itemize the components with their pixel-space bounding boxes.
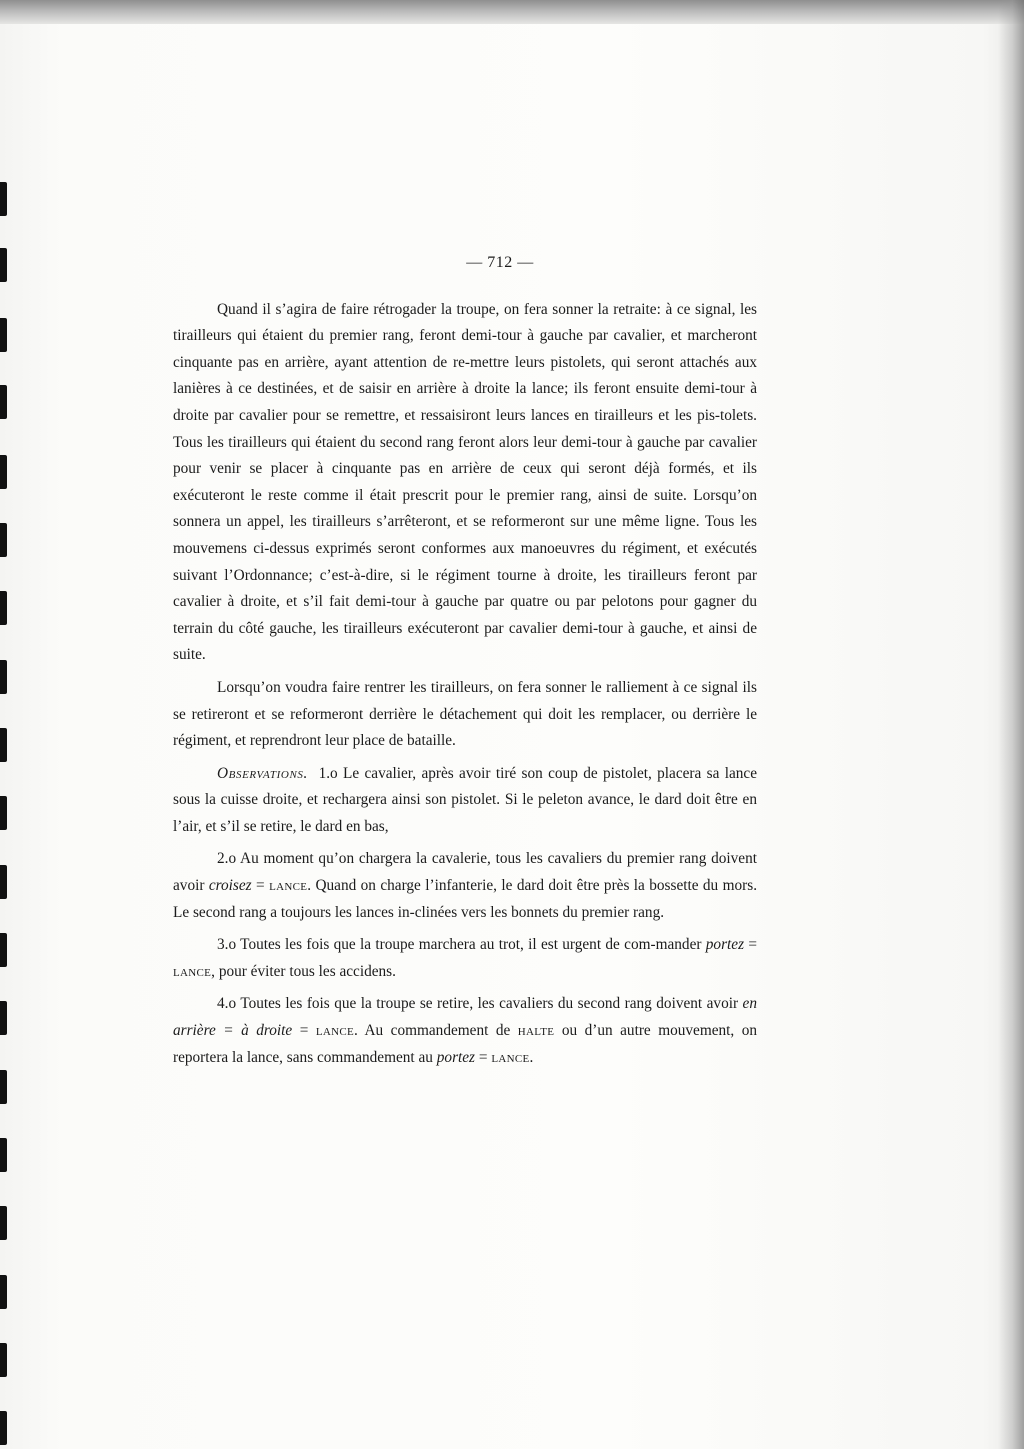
- binding-hole: [0, 1138, 7, 1172]
- equals-sign: =: [299, 1022, 309, 1040]
- observation-3-text-a: 3.o Toutes les fois que la troupe marchera au trot, il est urgent de com-mander: [217, 936, 702, 954]
- command-lance: lance: [315, 1022, 354, 1040]
- observation-4-text-a: 4.o Toutes les fois que la troupe se retire, les cavaliers du second rang doivent avoir: [217, 995, 739, 1013]
- binding-hole: [0, 796, 7, 830]
- scan-top-shadow: [0, 0, 1024, 24]
- observation-2-text-a: 2.o Au moment qu’on chargera la cavalerie, tous les cavaliers du premier rang doivent avoir: [173, 850, 757, 895]
- observation-2-text-b: Quand on charge l’infanterie, le dard doit être près la bossette du mors. Le second rang a toujours les lances in-clinées vers les bonnets du premier rang.: [173, 877, 758, 921]
- binding-hole: [0, 660, 7, 694]
- observations-heading: Observations.: [217, 764, 308, 782]
- binding-hole: [0, 1411, 7, 1445]
- binding-hole: [0, 1343, 7, 1377]
- binding-hole: [0, 933, 7, 967]
- binding-hole: [0, 455, 7, 489]
- command-lance: lance: [491, 1048, 530, 1066]
- binding-hole: [0, 1001, 7, 1035]
- binding-hole: [0, 865, 7, 899]
- equals-sign: =: [748, 936, 757, 954]
- command-en-arriere-a-droite: en arrière = à droite: [173, 995, 757, 1040]
- observation-4-text-c: ou d’un autre mouvement, on reportera la lance, sans commandement au: [173, 1022, 758, 1066]
- observation-4-text-b: Au commandement de: [364, 1022, 511, 1040]
- observation-4: 4.o Toutes les fois que la troupe se retire, les cavaliers du second rang doivent avoir en arrière = à droite = lance. Au commandement de halte ou d’un autre mouvement, on reportera la lance, sans commandement au portez = lance.: [173, 995, 758, 1066]
- command-halte: halte: [517, 1022, 555, 1040]
- page-number: — 712 —: [466, 254, 534, 271]
- paragraph-rally: Lorsqu’on voudra faire rentrer les tirailleurs, on fera sonner le ralliement à ce signal ils se retireront et se reformeront derrière le détachement qui doit les remplacer, ou derrière le régiment, et reprendront leur place de bataille.: [173, 678, 757, 750]
- observation-1-text: 1.o Le cavalier, après avoir tiré son coup de pistolet, placera sa lance sous la cuisse droite, et rechargera ainsi son pistolet. Si le peleton avance, le dard doit être en l’air, et s’il se retire, le dard en bas,: [173, 764, 757, 835]
- binding-hole: [0, 182, 7, 216]
- binding-hole: [0, 248, 7, 282]
- observation-2: 2.o Au moment qu’on chargera la cavalerie, tous les cavaliers du premier rang doivent avoir croisez = lance. Quand on charge l’infanterie, le dard doit être près la bossette du mors. Le second rang a toujours les lances in-clinées vers les bonnets du premier rang.: [173, 850, 758, 921]
- observation-3: [173, 932, 757, 985]
- command-portez: portez: [705, 936, 745, 954]
- binding-hole: [0, 523, 7, 557]
- binding-hole: [0, 591, 7, 625]
- command-portez: portez: [436, 1048, 476, 1066]
- binding-hole: [0, 318, 7, 352]
- command-croisez: croisez: [208, 877, 252, 895]
- scan-right-edge: [998, 0, 1024, 1449]
- equals-sign: =: [478, 1048, 488, 1066]
- command-lance: lance: [173, 962, 212, 980]
- binding-hole: [0, 1206, 7, 1240]
- binding-hole: [0, 385, 7, 419]
- binding-hole: [0, 1275, 7, 1309]
- observation-1: [173, 761, 757, 841]
- observation-3-text-b: , pour éviter tous les accidens.: [211, 962, 396, 980]
- page-content: [173, 250, 757, 1077]
- binding-hole: [0, 728, 7, 762]
- spiral-binding: [0, 0, 12, 1449]
- equals-sign: =: [256, 877, 265, 895]
- paragraph-retreat: Quand il s’agira de faire rétrogader la troupe, on fera sonner la retraite: à ce signal, les tirailleurs qui étaient du premier rang, feront demi-tour à gauche par cavalier, et marcheront cinquante pas en arrière, ayant attention de re-mettre leurs pistolets, qui seront attachés aux lanières à ce destinées, et de saisir en arrière à droite la lance; ils feront ensuite demi-tour à droite par cavalier pour se remettre, et ressaisiront leurs lances en tirailleurs et les pis-tolets. Tous les tirailleurs qui étaient du second rang feront alors leur demi-tour à gauche par cavalier pour venir se placer à cinquante pas en arrière de ceux qui seront déjà formés, et ils exécuteront le reste comme il était prescrit pour le premier rang, ainsi de suite. Lorsqu’on sonnera un appel, les tirailleurs s’arrêteront, et se reformeront sur une même ligne. Tous les mouvemens ci-dessus exprimés seront conformes aux manoeuvres du régiment, et exécutés suivant l’Ordonnance; c’est-à-dire, si le régiment tourne à droite, les tirailleurs feront par cavalier à droite, et s’il fait demi-tour à gauche par quatre ou par pelotons pour gagner du terrain du côté gauche, les tirailleurs exécuteront par cavalier demi-tour à gauche, et ainsi de suite.: [173, 300, 757, 664]
- binding-hole: [0, 1070, 7, 1104]
- command-lance: lance: [269, 877, 308, 895]
